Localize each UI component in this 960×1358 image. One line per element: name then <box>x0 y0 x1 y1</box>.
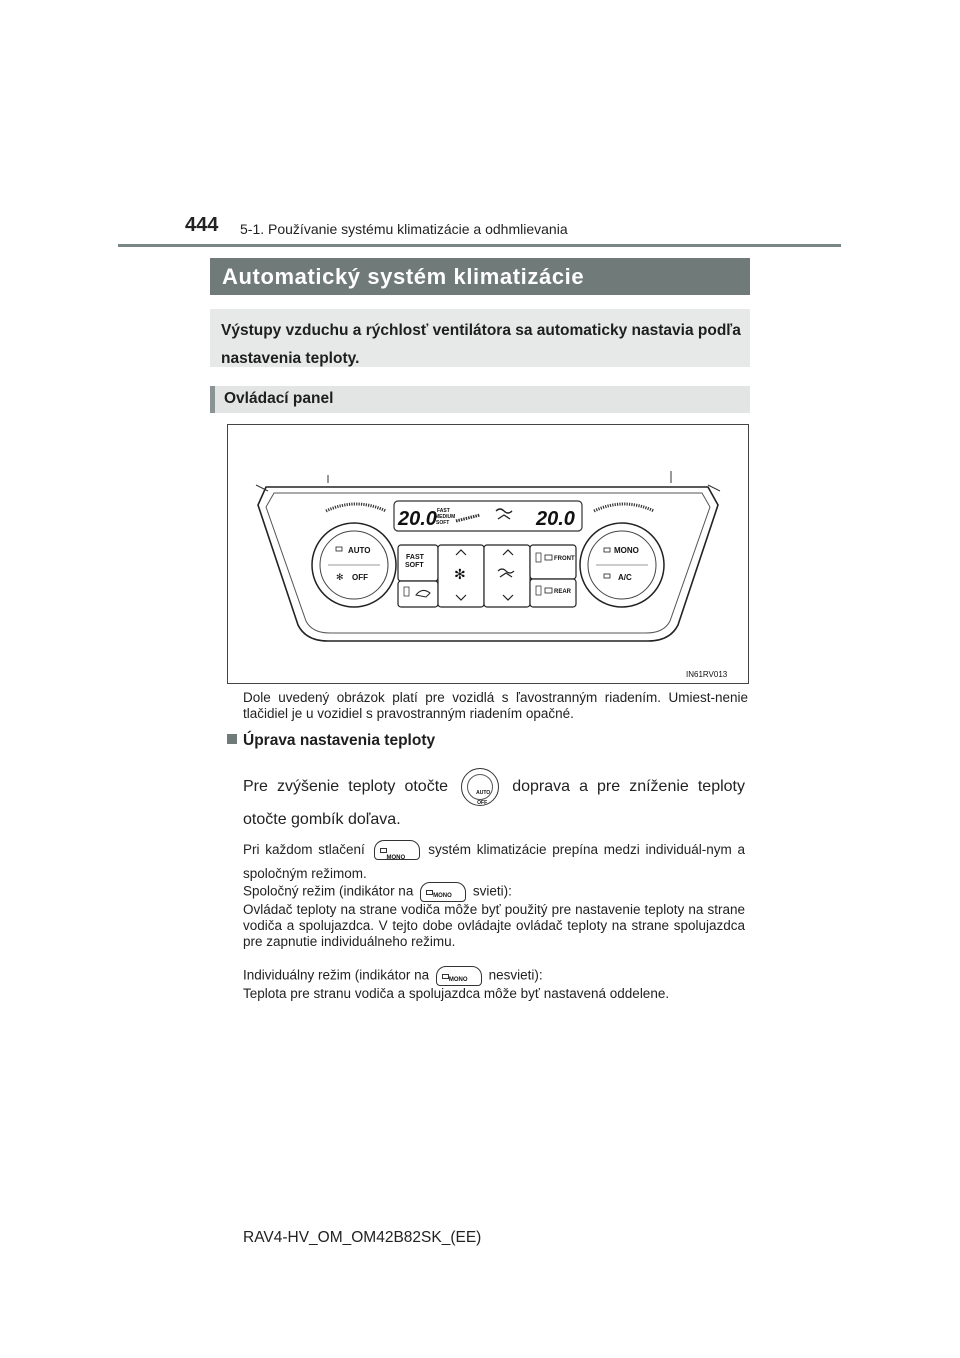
soft-label: SOFT <box>405 562 424 569</box>
footer-doc-id: RAV4-HV_OM_OM42B82SK_(EE) <box>243 1229 482 1246</box>
rear-label: REAR <box>554 589 572 595</box>
fan-icon-small: ✻ <box>336 572 344 582</box>
mono-button-icon <box>420 882 466 902</box>
subsection-heading <box>227 732 435 750</box>
paragraph-text: Pre zvýšenie teploty otočte <box>243 778 449 796</box>
figure-caption: Dole uvedený obrázok platí pre vozidlá s ľavostranným riadením. Umiest-nenie tlačidiel je u vozidiel s pravostranným riadením opačné. <box>243 690 748 721</box>
temperature-dial-icon <box>461 768 499 806</box>
auto-label: AUTO <box>348 546 371 555</box>
left-temp-display: 20.0 <box>398 508 437 530</box>
paragraph-text: Pri každom stlačení <box>243 842 365 857</box>
right-temp-display: 20.0 <box>536 508 575 530</box>
fan-label-fast: FAST <box>437 508 450 514</box>
paragraph-text: systém klimatizácie prepína medzi individuál-nym a spoločným režimom. <box>243 842 745 881</box>
page-number: 444 <box>185 214 219 236</box>
mono-button-icon <box>374 840 420 860</box>
section-accent-bar <box>210 386 215 413</box>
intro-text: Výstupy vzduchu a rýchlosť ventilátora sa automaticky nastavia podľa nastavenia teploty. <box>221 322 741 367</box>
paragraph-temperature <box>243 768 745 834</box>
square-bullet-icon <box>227 734 237 744</box>
header-rule <box>118 244 841 247</box>
paragraph-text: Ovládač teploty na strane vodiča môže byť použitý pre nastavenie teploty na strane vodiča a spolujazdca. V tejto dobe ovládajte ovládač teploty na strane spolujazdca pre zapnutie individuálneho režimu. <box>243 902 745 949</box>
intro-box <box>210 309 750 367</box>
fast-label: FAST <box>406 554 424 561</box>
paragraph-individual-mode <box>243 966 745 1002</box>
paragraph-text: doprava a pre zníženie teploty otočte gombík doľava. <box>243 778 745 828</box>
fan-label-medium: MEDIUM <box>435 514 456 520</box>
mono-icon-label: MONO <box>386 855 406 862</box>
mono-icon-label: MONO <box>448 977 468 983</box>
dial-auto-label: AUTO <box>476 790 491 796</box>
running-header: 5-1. Používanie systému klimatizácie a odhmlievania <box>240 221 568 237</box>
dial-off-label: OFF <box>477 800 488 806</box>
paragraph-text: Individuálny režim (indikátor na <box>243 967 430 983</box>
front-label: FRONT <box>554 556 575 562</box>
fan-icon: ✻ <box>454 566 466 582</box>
mono-button-icon <box>436 966 482 986</box>
off-label: OFF <box>352 573 368 582</box>
paragraph-common-mode <box>243 882 745 950</box>
paragraph-mono-toggle <box>243 838 745 886</box>
paragraph-text: Spoločný režim (indikátor na <box>243 883 414 899</box>
section-heading-text: Ovládací panel <box>224 390 334 407</box>
ac-label: A/C <box>618 573 632 582</box>
page-title: Automatický systém klimatizácie <box>222 264 585 289</box>
paragraph-text: svieti): <box>472 883 512 899</box>
paragraph-text: Teplota pre stranu vodiča a spolujazdca môže byť nastavená oddelene. <box>243 986 670 1001</box>
paragraph-text: nesvieti): <box>488 967 543 983</box>
figure-id: IN61RV013 <box>686 670 728 679</box>
control-panel-figure <box>227 424 749 684</box>
title-banner <box>210 258 750 295</box>
mono-icon-label: MONO <box>433 893 452 899</box>
subsection-heading-text: Úprava nastavenia teploty <box>243 732 436 749</box>
fan-label-soft: SOFT <box>436 520 450 526</box>
mono-label: MONO <box>614 546 639 555</box>
section-heading <box>210 386 750 413</box>
control-panel-illustration <box>228 425 748 683</box>
